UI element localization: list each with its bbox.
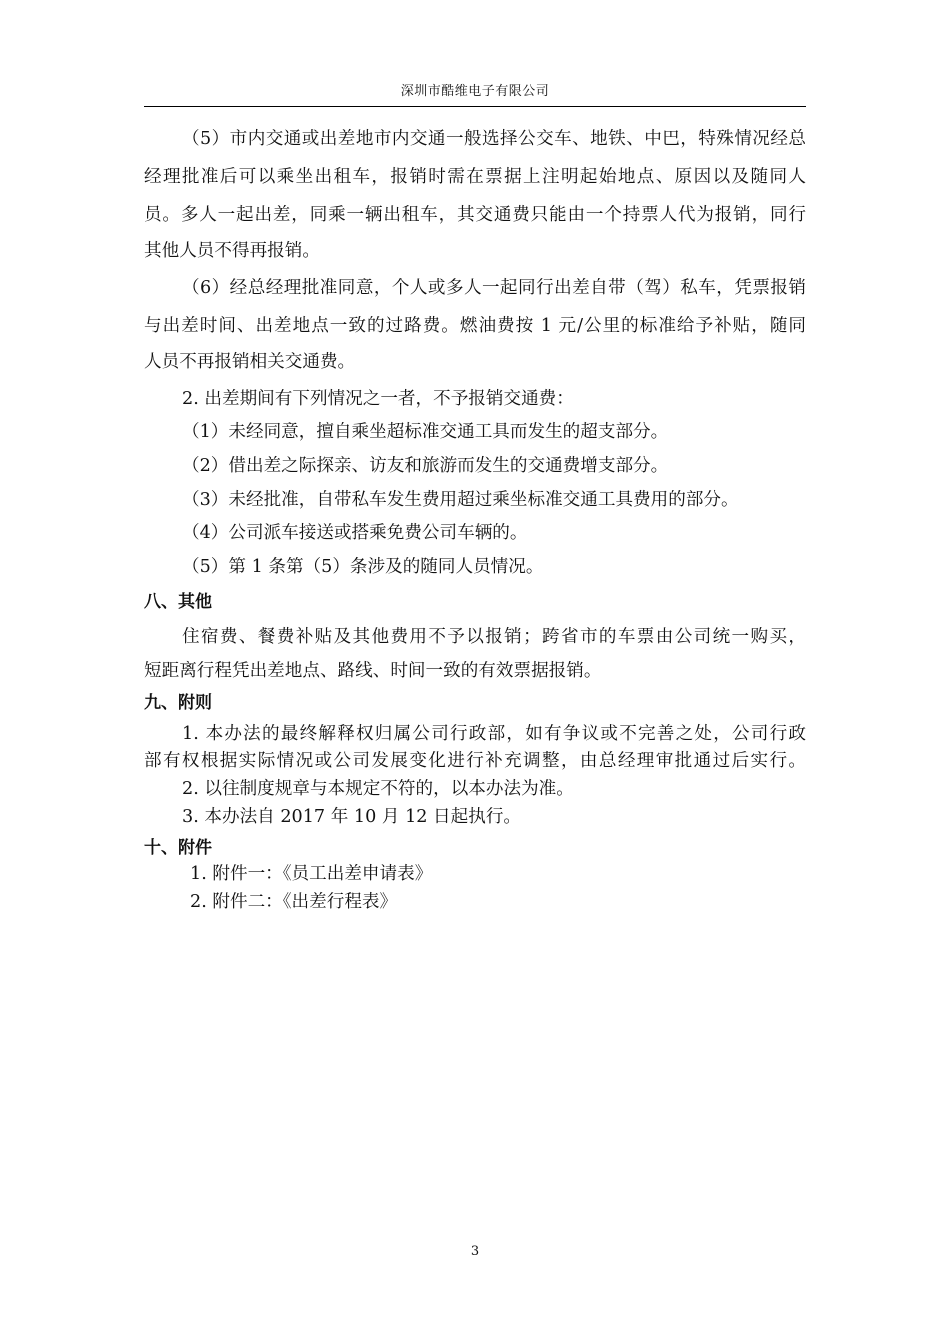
paragraph-line: 住宿费、餐费补贴及其他费用不予以报销；跨省市的车票由公司统一购买， bbox=[182, 627, 806, 647]
paragraph-line: 人员不再报销相关交通费。 bbox=[144, 352, 356, 372]
section-heading: 八、其他 bbox=[144, 592, 212, 612]
attachment-item: 1. 附件一：《员工出差申请表》 bbox=[190, 864, 433, 884]
page-number: 3 bbox=[470, 1244, 480, 1259]
list-intro: 2. 出差期间有下列情况之一者，不予报销交通费： bbox=[182, 389, 574, 409]
paragraph-line: 员。多人一起出差，同乘一辆出租车，其交通费只能由一个持票人代为报销，同行 bbox=[144, 205, 806, 225]
paragraph-line: 2. 以往制度规章与本规定不符的，以本办法为准。 bbox=[182, 779, 574, 799]
section-heading: 九、附则 bbox=[144, 693, 212, 713]
paragraph-line: 与出差时间、出差地点一致的过路费。燃油费按 1 元/公里的标准给予补贴，随同 bbox=[144, 316, 806, 336]
header-divider bbox=[144, 106, 806, 107]
page-header-company: 深圳市酷维电子有限公司 bbox=[400, 84, 550, 99]
list-item: （1）未经同意，擅自乘坐超标准交通工具而发生的超支部分。 bbox=[182, 422, 669, 442]
attachment-item: 2. 附件二：《出差行程表》 bbox=[190, 892, 398, 912]
paragraph-line: 短距离行程凭出差地点、路线、时间一致的有效票据报销。 bbox=[144, 661, 602, 681]
paragraph-line: （6）经总经理批准同意，个人或多人一起同行出差自带（驾）私车，凭票报销 bbox=[182, 278, 806, 298]
paragraph-line: 部有权根据实际情况或公司发展变化进行补充调整，由总经理审批通过后实行。 bbox=[144, 751, 806, 771]
section-heading: 十、附件 bbox=[144, 838, 212, 858]
paragraph-line: （5）市内交通或出差地市内交通一般选择公交车、地铁、中巴，特殊情况经总 bbox=[182, 129, 806, 149]
list-item: （3）未经批准，自带私车发生费用超过乘坐标准交通工具费用的部分。 bbox=[182, 490, 739, 510]
paragraph-line: 经理批准后可以乘坐出租车，报销时需在票据上注明起始地点、原因以及随同人 bbox=[144, 167, 806, 187]
paragraph-line: 其他人员不得再报销。 bbox=[144, 241, 320, 261]
paragraph-line: 1. 本办法的最终解释权归属公司行政部，如有争议或不完善之处，公司行政 bbox=[182, 724, 806, 744]
list-item: （5）第 1 条第（5）条涉及的随同人员情况。 bbox=[182, 557, 544, 577]
list-item: （4）公司派车接送或搭乘免费公司车辆的。 bbox=[182, 523, 528, 543]
list-item: （2）借出差之际探亲、访友和旅游而发生的交通费增支部分。 bbox=[182, 456, 669, 476]
paragraph-line: 3. 本办法自 2017 年 10 月 12 日起执行。 bbox=[182, 807, 522, 827]
